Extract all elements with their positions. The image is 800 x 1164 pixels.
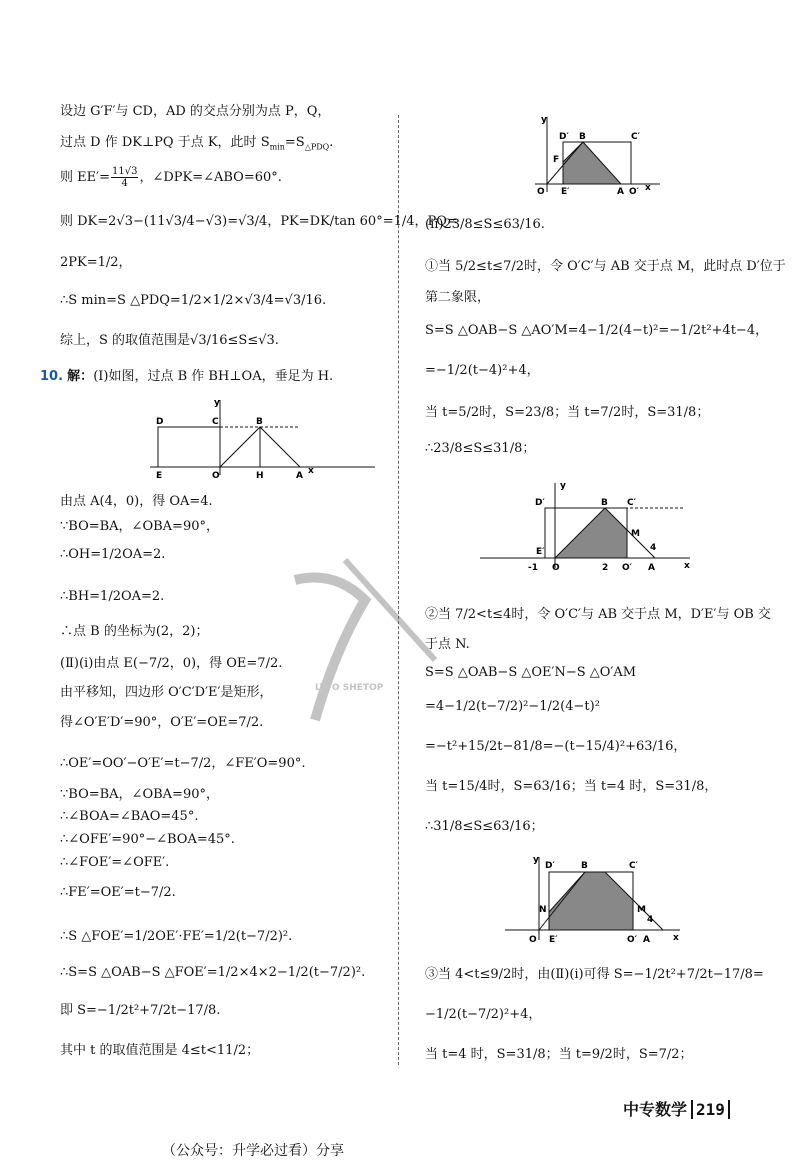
watermark-logo [275, 540, 455, 740]
text-line: ∴31/8≤S≤63/16； [425, 819, 544, 834]
text-line: 由点 A(4，0)，得 OA=4. [60, 494, 213, 509]
bottom-note: （公众号：升学必过看）分享 [162, 1143, 344, 1159]
label-d-prime: D′ [545, 861, 555, 871]
label-x: x [673, 933, 679, 943]
text-line: 即 S=−1/2t²+7/2t−17/8. [60, 1003, 221, 1018]
text-line: 综上，S 的取值范围是√3/16≤S≤√3. [60, 333, 279, 348]
label-a: A [648, 563, 655, 573]
text-line: 当 t=15/4时，S=63/16；当 t=4 时，S=31/8， [425, 779, 718, 794]
text-line: ∵BO=BA，∠OBA=90°， [60, 519, 219, 534]
label-e: E [156, 471, 163, 480]
label-b: B [256, 417, 263, 427]
label-c: C [212, 417, 219, 427]
page-number: 219 [691, 1100, 730, 1119]
figure-2 [535, 112, 665, 197]
text-line: 设边 G′F′与 CD，AD 的交点分别为点 P，Q， [60, 104, 331, 119]
label-n: N [539, 905, 547, 915]
label-o-prime: O′ [627, 935, 638, 945]
text-line: S=S △OAB−S △AO′M=4−1/2(4−t)²=−1/2t²+4t−4， [425, 323, 769, 338]
question-10-header: 10. 解：(Ⅰ)如图，过点 B 作 BH⊥OA，垂足为 H. [40, 369, 334, 384]
figure-4 [505, 852, 685, 947]
text-line: 由平移知，四边形 O′C′D′E′是矩形， [60, 685, 273, 700]
label-e-prime: E′ [549, 935, 558, 945]
text-line: 于点 N. [425, 637, 470, 652]
text-line: 过点 D 作 DK⊥PQ 于点 K，此时 $S_{min}=S_{\triangle PDQ}$. [60, 135, 334, 152]
text-line: 当 t=4 时，S=31/8；当 t=9/2时，S=7/2； [425, 1047, 693, 1062]
label-x: x [684, 561, 690, 571]
label-y: y [533, 855, 539, 865]
label-f: F [553, 155, 560, 165]
text-line: 得∠O′E′D′=90°，O′E′=OE=7/2. [60, 715, 264, 730]
text-line: ①当 5/2≤t≤7/2时，令 O′C′与 AB 交于点 M，此时点 D′位于 [425, 259, 786, 274]
label-d: D [156, 417, 164, 427]
text-line: ∴BH=1/2OA=2. [60, 589, 165, 604]
text-line: ∴23/8≤S≤31/8； [425, 441, 536, 456]
label-y: y [214, 398, 220, 408]
text-line: =−t²+15/2t−81/8=−(t−15/4)²+63/16， [425, 739, 687, 754]
text-line: 则 EE′= $\frac{11√3}{4}$ ，∠DPK=∠ABO=60°. [60, 166, 282, 189]
text-line: 第二象限， [425, 290, 491, 305]
text-line: ∴FE′=OE′=t−7/2. [60, 885, 176, 900]
label-two: 2 [602, 563, 609, 573]
text-line: −1/2(t−7/2)²+4， [425, 1007, 542, 1022]
text-line: ③当 4<t≤9/2时，由(Ⅱ)(ⅰ)可得 S=−1/2t²+7/2t−17/8= [425, 967, 764, 982]
fraction: $\frac{11√3}{4}$ [111, 166, 138, 189]
text-line: ∴∠BOA=∠BAO=45°. [60, 809, 199, 824]
text-line: 则 DK=2√3−(11√3/4−√3)=√3/4，PK=DK/tan 60°=1/4，PQ= [60, 214, 458, 229]
figure-3 [480, 478, 700, 578]
label-b: B [601, 498, 608, 508]
text-line: ②当 7/2<t≤4时，令 O′C′与 AB 交于点 M，D′E′与 OB 交 [425, 607, 771, 622]
label-b: B [579, 132, 586, 142]
label-neg1: -1 [528, 563, 538, 573]
label-x: x [645, 183, 651, 193]
text-line: ∵BO=BA，∠OBA=90°， [60, 787, 219, 802]
text-line: ∴OH=1/2OA=2. [60, 547, 166, 562]
label-d-prime: D′ [535, 498, 545, 508]
text-line: =−1/2(t−4)²+4， [425, 363, 540, 378]
label-a: A [296, 471, 303, 480]
label-a: A [643, 935, 650, 945]
text-line: 其中 t 的取值范围是 4≤t<11/2； [60, 1043, 260, 1058]
label-e-prime: E′ [561, 187, 570, 197]
text-line: ∴∠OFE′=90°−∠BOA=45°. [60, 832, 235, 847]
text-line: ∴∠FOE′=∠OFE′. [60, 855, 170, 870]
text-line: ∴S=S △OAB−S △FOE′=1/2×4×2−1/2(t−7/2)². [60, 965, 366, 980]
label-x: x [308, 466, 314, 476]
text-line: ∴OE′=OO′−O′E′=t−7/2，∠FE′O=90°. [60, 756, 306, 771]
label-o: O [537, 187, 545, 197]
figure-1 [150, 395, 380, 480]
label-d-prime: D′ [559, 132, 569, 142]
label-e-prime: E′ [536, 547, 545, 557]
label-h: H [256, 471, 264, 480]
label-c-prime: C′ [631, 132, 640, 142]
label-o: O [552, 563, 560, 573]
text-line: (ⅱ)23/8≤S≤63/16. [425, 217, 545, 232]
text-line: 当 t=5/2时，S=23/8；当 t=7/2时，S=31/8； [425, 405, 710, 420]
label-m: M [631, 529, 640, 539]
label-b: B [581, 861, 588, 871]
label-o: O [529, 935, 537, 945]
text-line: (Ⅱ)(ⅰ)由点 E(−7/2，0)，得 OE=7/2. [60, 656, 283, 671]
label-c-prime: C′ [629, 861, 638, 871]
text-line: ∴点 B 的坐标为(2，2)； [60, 624, 209, 639]
footer-label: 中专数学 [623, 1100, 688, 1119]
text-line: S=S △OAB−S △OE′N−S △O′AM [425, 665, 637, 680]
watermark-text: LYTO SHETOP [315, 683, 384, 693]
label-o: O [212, 471, 220, 480]
text-line: ∴S △FOE′=1/2OE′·FE′=1/2(t−7/2)². [60, 929, 293, 944]
label-a: A [617, 187, 624, 197]
label-four: 4 [650, 543, 657, 553]
text-line: 2PK=1/2， [60, 255, 132, 270]
label-o-prime: O′ [629, 187, 640, 197]
label-y: y [541, 115, 547, 125]
label-four: 4 [647, 915, 654, 925]
label-o-prime: O′ [622, 563, 633, 573]
text-line: =4−1/2(t−7/2)²−1/2(4−t)² [425, 699, 600, 714]
label-m: M [637, 905, 646, 915]
page-footer [623, 1097, 730, 1120]
text-line: ∴S min=S △PDQ=1/2×1/2×√3/4=√3/16. [60, 293, 327, 308]
label-c-prime: C′ [627, 498, 636, 508]
label-y: y [560, 481, 566, 491]
